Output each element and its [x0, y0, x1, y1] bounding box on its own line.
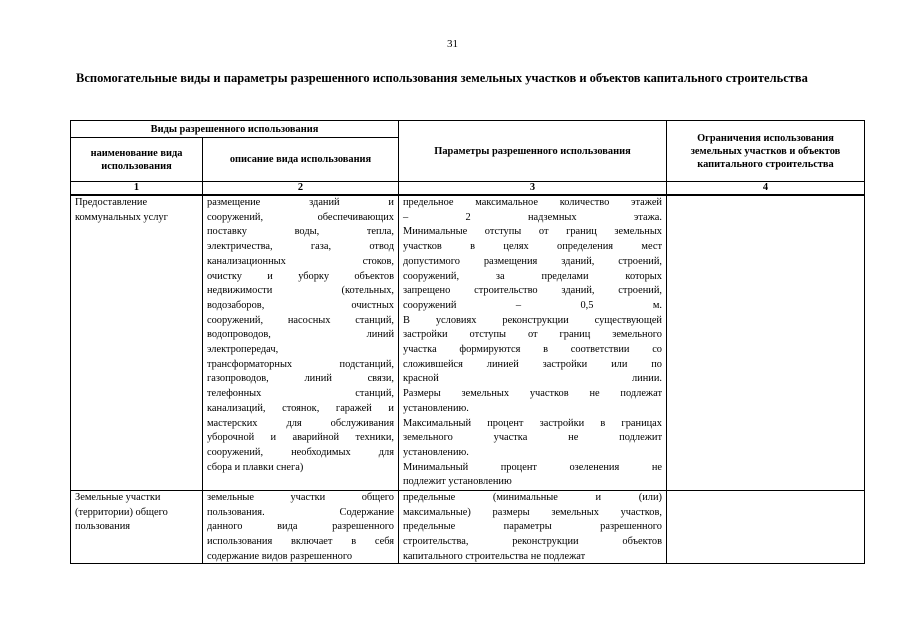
- cell-text-line: содержание видов разрешенного: [207, 550, 353, 562]
- usage-table: [70, 120, 865, 564]
- cell-text-line: сбора и плавки снега): [207, 461, 304, 473]
- header-usage-description: описание вида использования: [203, 138, 399, 182]
- cell-text-line: сооружений, за пределами которых: [403, 270, 662, 282]
- cell-text-line: пользования. Содержание: [207, 506, 394, 518]
- cell-text-line: водопроводов, линий: [207, 329, 394, 341]
- cell-text-line: размещение зданий и: [207, 197, 394, 208]
- cell-text-line: – 2 надземных этажа.: [403, 211, 662, 223]
- cell-text-line: земельного участка не подлежит: [403, 432, 662, 444]
- cell-text-line: данного вида разрешенного: [207, 521, 394, 533]
- cell-text-line: Минимальный процент озеленения не: [403, 461, 662, 473]
- usage-name-cell: Предоставление коммунальных услуг: [71, 195, 203, 491]
- cell-text-line: Минимальные отступы от границ земельных: [403, 226, 662, 238]
- cell-text-line: предельные (минимальные и (или): [403, 492, 662, 504]
- cell-text-line: строительства, реконструкции объектов: [403, 536, 662, 548]
- cell-text-line: красной линии.: [403, 373, 662, 385]
- header-limitations: Ограничения использования земельных участков и объектов капитального строительства: [667, 121, 865, 182]
- column-number-4: 4: [667, 182, 865, 196]
- cell-text-line: сложившейся линией застройки или по: [403, 358, 662, 370]
- usage-limitations-cell: [667, 491, 865, 564]
- cell-text-line: В условиях реконструкции существующей: [403, 314, 662, 326]
- cell-text-line: установлению.: [403, 402, 469, 414]
- table-row: [71, 491, 865, 564]
- cell-text-line: поставку воды, тепла,: [207, 226, 394, 238]
- cell-text-line: электричества, газа, отвод: [207, 241, 394, 253]
- cell-text-line: уборочной и аварийной техники,: [207, 432, 394, 444]
- column-number-2: 2: [203, 182, 399, 196]
- cell-text-line: канализаций, стоянок, гаражей и: [207, 402, 394, 414]
- cell-text-line: Максимальный процент застройки в границах: [403, 417, 662, 429]
- cell-text-line: сооружений, необходимых для: [207, 446, 394, 458]
- cell-text-line: застройки отступы от границ земельного: [403, 329, 662, 341]
- usage-description-cell: [203, 491, 399, 564]
- cell-text-line: сооружений, насосных станций,: [207, 314, 394, 326]
- cell-text-line: Размеры земельных участков не подлежат: [403, 388, 662, 400]
- cell-text-line: газопроводов, линий связи,: [207, 373, 394, 385]
- column-number-3: 3: [399, 182, 667, 196]
- cell-text-line: недвижимости (котельных,: [207, 285, 394, 297]
- cell-text-line: трансформаторных подстанций,: [207, 358, 394, 370]
- cell-text-line: сооружений, обеспечивающих: [207, 211, 394, 223]
- cell-text-line: очистку и уборку объектов: [207, 270, 394, 282]
- cell-text-line: предельные параметры разрешенного: [403, 521, 662, 533]
- usage-parameters-cell: [399, 491, 667, 564]
- cell-text-line: установлению.: [403, 446, 469, 458]
- cell-text-line: участков в целях определения мест: [403, 241, 662, 253]
- cell-text-line: участка формируются в соответствии со: [403, 344, 662, 356]
- usage-parameters-cell: [399, 195, 667, 491]
- cell-text-line: земельные участки общего: [207, 492, 394, 504]
- header-parameters: Параметры разрешенного использования: [399, 121, 667, 182]
- cell-text-line: водозаборов, очистных: [207, 299, 394, 311]
- table-row: [71, 195, 865, 491]
- cell-text-line: допустимого размещения зданий, строений,: [403, 255, 662, 267]
- cell-text-line: предельное максимальное количество этажей: [403, 197, 662, 208]
- cell-text-line: подлежит установлению: [403, 476, 512, 488]
- cell-text-line: капитального строительства не подлежат: [403, 550, 586, 562]
- cell-text-line: использования включает в себя: [207, 536, 394, 548]
- cell-text-line: запрещено строительство зданий, строений,: [403, 285, 662, 297]
- cell-text-line: мастерских для обслуживания: [207, 417, 394, 429]
- column-number-1: 1: [71, 182, 203, 196]
- cell-text-line: телефонных станций,: [207, 388, 394, 400]
- cell-text-line: сооружений – 0,5 м.: [403, 299, 662, 311]
- cell-text-line: максимальные) размеры земельных участков,: [403, 506, 662, 518]
- header-usage-types: Виды разрешенного использования: [71, 121, 399, 138]
- usage-description-cell: [203, 195, 399, 491]
- usage-limitations-cell: [667, 195, 865, 491]
- document-title: Вспомогательные виды и параметры разрешенного использования земельных участков и объектов капитального строительства: [76, 71, 808, 85]
- cell-text-line: электропередач,: [207, 344, 279, 356]
- cell-text-line: канализационных стоков,: [207, 255, 394, 267]
- usage-name-cell: Земельные участки (территории) общего пользования: [71, 491, 203, 564]
- header-usage-name: наименование вида использования: [71, 138, 203, 182]
- page-number: 31: [447, 38, 458, 50]
